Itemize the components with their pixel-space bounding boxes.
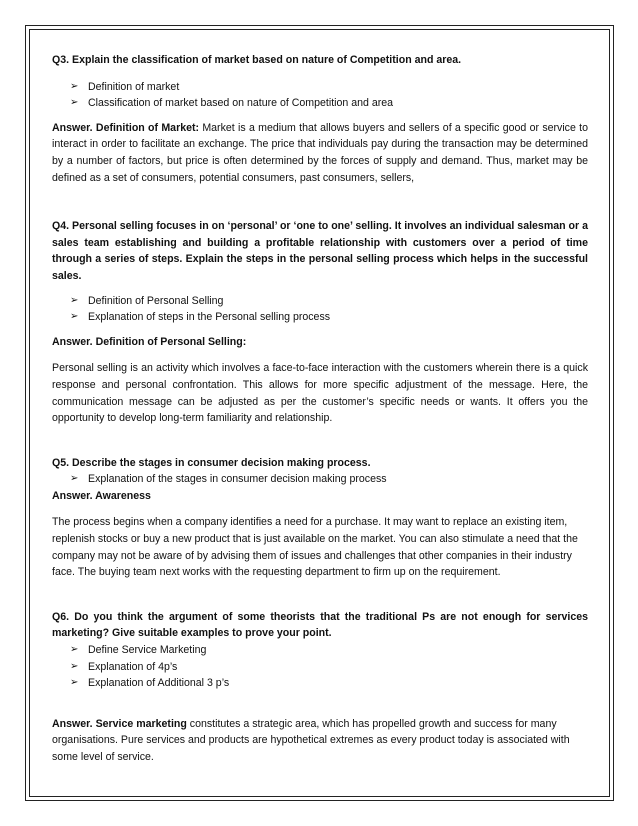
question-5-answer: The process begins when a company identifies a need for a purchase. It may want to replace an existing item, replenish stocks or buy a new product that is just available on the market. You can also stimulate a need that the company may not be aware of by advising them of issues and challenges that other companies in their industry face. The buying team next works with the requesting department to firm up on the requirement.: [52, 516, 578, 579]
question-5-text: Q5. Describe the stages in consumer decision making process.: [52, 456, 371, 469]
question-6-answer: Answer. Service marketing constitutes a strategic area, which has propelled growth and success for many organisations. Pure services and products are hypothetical extremes as every product today is associated with some level of service.: [52, 717, 570, 763]
question-4: [52, 218, 588, 427]
list-item: ➢ Explanation of the stages in consumer decision making process: [52, 471, 588, 488]
question-3-answer: Answer. Definition of Market: Market is a medium that allows buyers and sellers of a specific good or service to interact in order to facilitate an exchange. The price that individuals pay during the transaction may be determined by a number of factors, but price is often determined by the forces of supply and demand. Thus, market may be defined as a set of consumers, potential consumers, past consumers, sellers,: [52, 121, 589, 184]
arrow-bullet-icon: ➢: [70, 644, 79, 656]
question-4-answer-heading: Answer. Definition of Personal Selling:: [52, 335, 247, 348]
question-5: [52, 455, 588, 581]
list-item: ➢ Definition of Personal Selling: [52, 293, 588, 310]
list-item: ➢ Explanation of steps in the Personal selling process: [52, 309, 588, 326]
list-item: ➢ Explanation of Additional 3 p’s: [52, 675, 588, 692]
question-6: [52, 609, 588, 766]
arrow-bullet-icon: ➢: [70, 97, 79, 109]
question-5-points: [52, 471, 588, 488]
question-5-answer-heading: Answer. Awareness: [52, 489, 151, 502]
list-item: ➢ Definition of market: [52, 79, 588, 96]
list-item: ➢ Explanation of 4p’s: [52, 659, 588, 676]
arrow-bullet-icon: ➢: [70, 473, 79, 485]
arrow-bullet-icon: ➢: [70, 80, 79, 92]
list-item: ➢ Classification of market based on nature of Competition and area: [52, 95, 588, 112]
question-6-text: Q6. Do you think the argument of some theorists that the traditional Ps are not enough for services marketing? Give suitable examples to prove your point.: [52, 610, 588, 640]
question-6-points: [52, 642, 588, 692]
arrow-bullet-icon: ➢: [70, 677, 79, 689]
arrow-bullet-icon: ➢: [70, 660, 79, 672]
question-3-points: [52, 79, 588, 112]
list-item: ➢ Define Service Marketing: [52, 642, 588, 659]
arrow-bullet-icon: ➢: [70, 294, 79, 306]
question-4-points: [52, 293, 588, 326]
question-3: [52, 52, 588, 186]
question-4-text: Q4. Personal selling focuses in on ‘personal’ or ‘one to one’ selling. It involves an individual salesman or a sales team establishing and building a profitable relationship with customers over a period of time through a series of steps. Explain the steps in the personal selling process which helps in the successful sales.: [52, 220, 588, 282]
question-4-answer: Personal selling is an activity which involves a face-to-face interaction with the customers wherein there is a quick response and personal confrontation. This allows for more specific adjustment of the message. Here, the communication message can be adjusted as per the customer’s specific needs or wants. It offers you the opportunity to develop long-term familiarity and relationship.: [52, 362, 588, 425]
question-3-text: Q3. Explain the classification of market based on nature of Competition and area.: [52, 54, 462, 66]
arrow-bullet-icon: ➢: [70, 311, 79, 323]
document-body: [52, 52, 588, 766]
